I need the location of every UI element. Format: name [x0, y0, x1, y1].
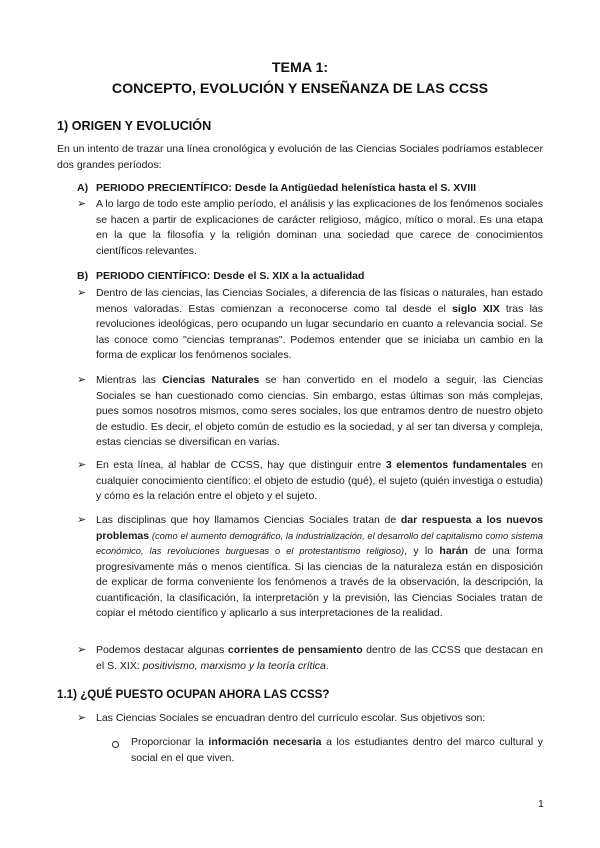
period-b-bullet-1: Dentro de las ciencias, las Ciencias Sociales, a diferencia de las físicas o naturales, han estado menos valoradas. Estas comienzan a reconocerse como tal desde el siglo XIX tras las revoluciones ideológicas, pero ocupando un lugar secundario en cuanto a relevancia social. Se las conoce como "ciencias tempranas". Podemos entender que se iniciaba un cambio en la forma de explicar los fenómenos sociales. [96, 287, 544, 361]
period-a-letter: A) [77, 182, 89, 194]
title-line-2: CONCEPTO, EVOLUCIÓN Y ENSEÑANZA DE LAS CCSS [111, 81, 489, 97]
arrow-bullet-icon: ➢ [77, 287, 87, 299]
section-1-1-heading: 1.1) ¿QUÉ PUESTO OCUPAN AHORA LAS CCSS? [57, 688, 330, 701]
arrow-bullet-icon: ➢ [77, 198, 87, 210]
circle-bullet-icon [112, 741, 119, 748]
period-a-label: PERIODO PRECIENTÍFICO: Desde la Antigüedad helenística hasta el S. XVIII [96, 182, 477, 194]
section-1-1-bullet-1: Las Ciencias Sociales se encuadran dentro del currículo escolar. Sus objetivos son: [96, 712, 486, 724]
period-a-text: A lo largo de todo este amplio período, el análisis y las explicaciones de los fenómenos sociales se hacen a partir de explicaciones de carácter religioso, mágico, mítico o moral. Es una etapa en la que la filosofía y la religión dominan una sociedad que carece de conocimientos científicos relevantes. [96, 198, 543, 257]
page-number: 1 [538, 798, 544, 810]
period-b-bullet-5: Podemos destacar algunas corrientes de pensamiento dentro de las CCSS que destacan en el S. XIX: positivismo, marxismo y la teoría crítica. [96, 644, 544, 672]
period-b-bullet-4: Las disciplinas que hoy llamamos Ciencias Sociales tratan de dar respuesta a los nuevos problemas (como el aumento demográfico, la industrialización, el desarrollo del capitalismo como sistema económico, las revoluciones burguesas o el protestantismo religioso), y lo harán de una forma progresivamente más o menos científica. Si las ciencias de la naturaleza están en disposición de explicar de forma conveniente los fenómenos a través de la observación, la descripción, la cuantificación, la clasificación, la interpretación y la previsión, las Ciencias Sociales tratan de copiar el método científico y aplicarlo a sus interpretaciones de la realidad. [96, 514, 544, 619]
section-1-1-subbullet-1: Proporcionar la información necesaria a los estudiantes dentro del marco cultural y social en el que viven. [131, 736, 543, 764]
arrow-bullet-icon: ➢ [77, 459, 87, 471]
arrow-bullet-icon: ➢ [77, 644, 87, 656]
section-1-heading: 1) ORIGEN Y EVOLUCIÓN [57, 119, 212, 133]
period-b-bullet-3: En esta línea, al hablar de CCSS, hay que distinguir entre 3 elementos fundamentales en cualquier conocimiento científico: el objeto de estudio (qué), el sujeto (quién investiga o estudia) y cómo es la relación entre el objeto y el sujeto. [96, 459, 543, 502]
period-b-letter: B) [77, 270, 89, 282]
intro-paragraph: En un intento de trazar una línea cronológica y evolución de las Ciencias Sociales podríamos establecer dos grandes períodos: [57, 143, 543, 171]
arrow-bullet-icon: ➢ [77, 712, 87, 724]
period-b-label: PERIODO CIENTÍFICO: Desde el S. XIX a la actualidad [96, 270, 365, 282]
arrow-bullet-icon: ➢ [77, 374, 87, 386]
period-b-bullet-2: Mientras las Ciencias Naturales se han convertido en el modelo a seguir, las Ciencias Sociales se han cuestionado como ciencias. Sin embargo, estas últimas son más complejas, pues somos nosotros mismos, como seres sociales, los que entramos dentro de nuestro objeto de estudio. Es decir, el objeto común de estudio es la sociedad, y al ser tan diversa y compleja, estas ciencias se diversifican en varias. [96, 374, 543, 448]
arrow-bullet-icon: ➢ [77, 514, 87, 526]
title-line-1: TEMA 1: [271, 60, 329, 76]
